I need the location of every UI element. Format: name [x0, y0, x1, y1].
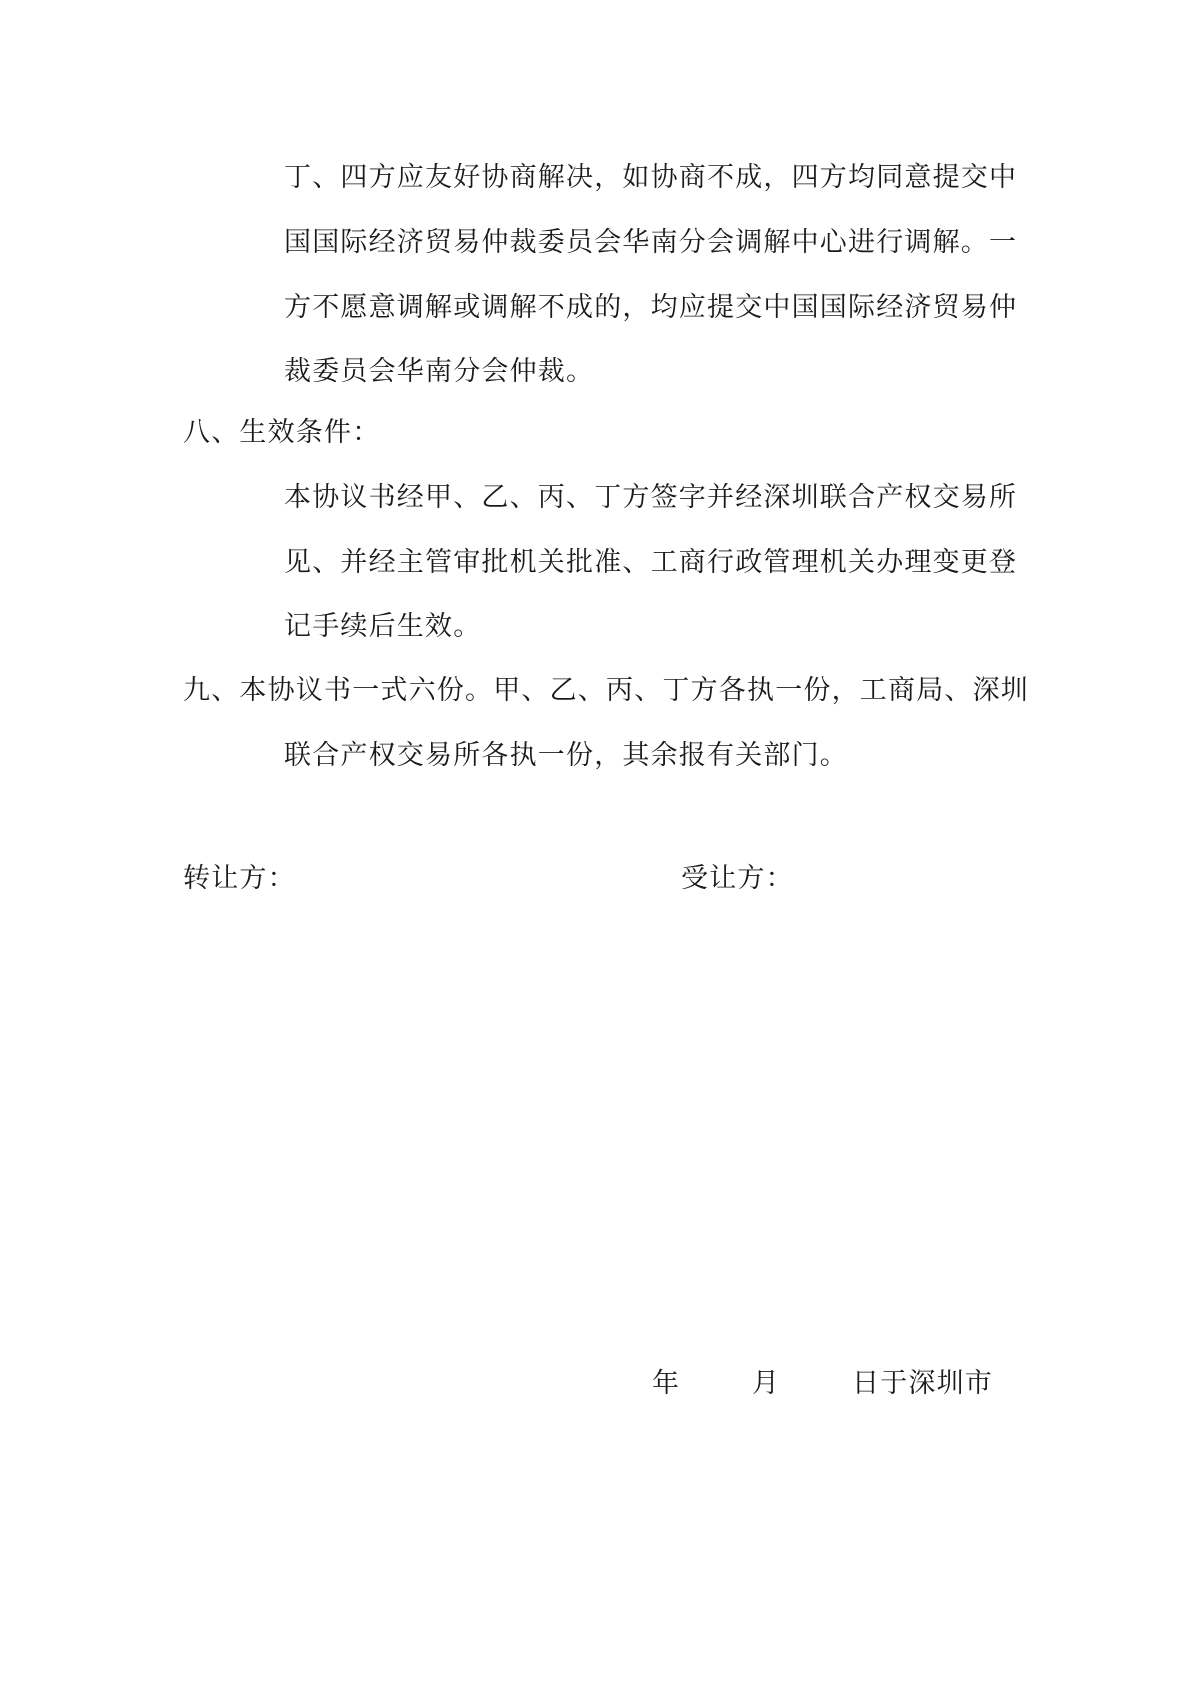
date-year: 年 — [652, 1368, 681, 1399]
transferor-label: 转让方： — [183, 863, 296, 894]
clause-9-line-1: 九、本协议书一式六份。甲、乙、丙、丁方各执一份，工商局、深圳 — [183, 675, 1029, 706]
date-month: 月 — [752, 1368, 781, 1399]
clause-8-body-line-2: 见、并经主管审批机关批准、工商行政管理机关办理变更登 — [284, 547, 1018, 578]
clause-7-item-d-line-2: 国国际经济贸易仲裁委员会华南分会调解中心进行调解。一 — [284, 227, 1018, 258]
clause-7-item-d-line-3: 方不愿意调解或调解不成的，均应提交中国国际经济贸易仲 — [284, 292, 1018, 323]
clause-7-item-d-line-4: 裁委员会华南分会仲裁。 — [284, 356, 595, 387]
clause-8-body-line-3: 记手续后生效。 — [284, 611, 482, 642]
date-day-place: 日于深圳市 — [852, 1368, 993, 1399]
clause-9-line-2: 联合产权交易所各执一份，其余报有关部门。 — [284, 740, 848, 771]
transferee-label: 受让方： — [681, 863, 794, 894]
clause-8-heading: 八、生效条件： — [183, 417, 381, 448]
clause-7-item-d-line-1: 丁、四方应友好协商解决，如协商不成，四方均同意提交中 — [284, 162, 1018, 193]
clause-8-body-line-1: 本协议书经甲、乙、丙、丁方签字并经深圳联合产权交易所 — [284, 482, 1018, 513]
